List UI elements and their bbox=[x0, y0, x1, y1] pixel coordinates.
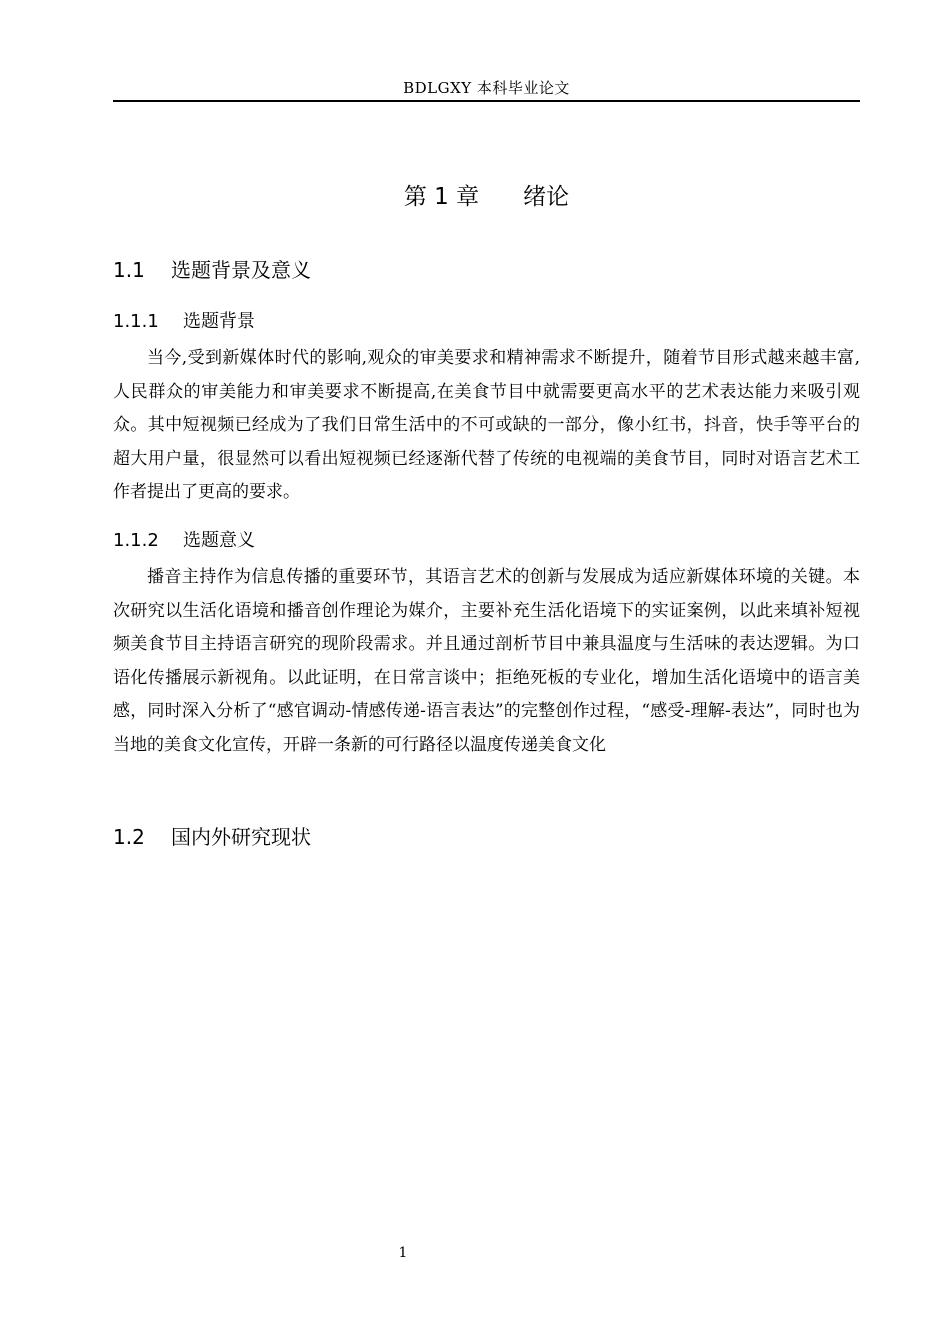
chapter-title: 绪论 bbox=[523, 184, 570, 210]
page-number: 1 bbox=[398, 1245, 408, 1261]
header-rule bbox=[113, 100, 860, 102]
running-header: BDLGXY 本科毕业论文 bbox=[403, 79, 570, 97]
section-number: 1.2 bbox=[113, 825, 145, 849]
section-title: 国内外研究现状 bbox=[171, 825, 311, 849]
section-title: 选题背景及意义 bbox=[171, 258, 311, 282]
subsection-heading-1-1-1 bbox=[113, 307, 255, 333]
section-title: 选题意义 bbox=[183, 530, 255, 551]
section-number: 1.1 bbox=[113, 258, 145, 282]
section-heading-1-2 bbox=[113, 821, 311, 850]
body-paragraph-background: 当今,受到新媒体时代的影响,观众的审美要求和精神需求不断提升，随着节目形式越来越丰富,人民群众的审美能力和审美要求不断提高,在美食节目中就需要更高水平的艺术表达能力来吸引观众。其中短视频已经成为了我们日常生活中的不可或缺的一部分，像小红书，抖音，快手等平台的超大用户量，很显然可以看出短视频已经逐渐代替了传统的电视端的美食节目，同时对语言艺术工作者提出了更高的要求。 bbox=[113, 348, 860, 503]
section-heading-1-1 bbox=[113, 254, 311, 283]
subsection-heading-1-1-2 bbox=[113, 526, 255, 552]
section-number: 1.1.1 bbox=[113, 311, 159, 332]
section-title: 选题背景 bbox=[183, 311, 255, 332]
chapter-number: 第 1 章 bbox=[403, 184, 480, 210]
body-paragraph-significance: 播音主持作为信息传播的重要环节，其语言艺术的创新与发展成为适应新媒体环境的关键。本次研究以生活化语境和播音创作理论为媒介，主要补充生活化语境下的实证案例，以此来填补短视频美食节目主持语言研究的现阶段需求。并且通过剖析节目中兼具温度与生活味的表达逻辑。为口语化传播展示新视角。以此证明，在日常言谈中；拒绝死板的专业化，增加生活化语境中的语言美感，同时深入分析了“感官调动-情感传递-语言表达”的完整创作过程，“感受-理解-表达”，同时也为当地的美食文化宣传，开辟一条新的可行路径以温度传递美食文化 bbox=[113, 567, 860, 755]
chapter-heading bbox=[113, 178, 860, 211]
section-number: 1.1.2 bbox=[113, 530, 159, 551]
